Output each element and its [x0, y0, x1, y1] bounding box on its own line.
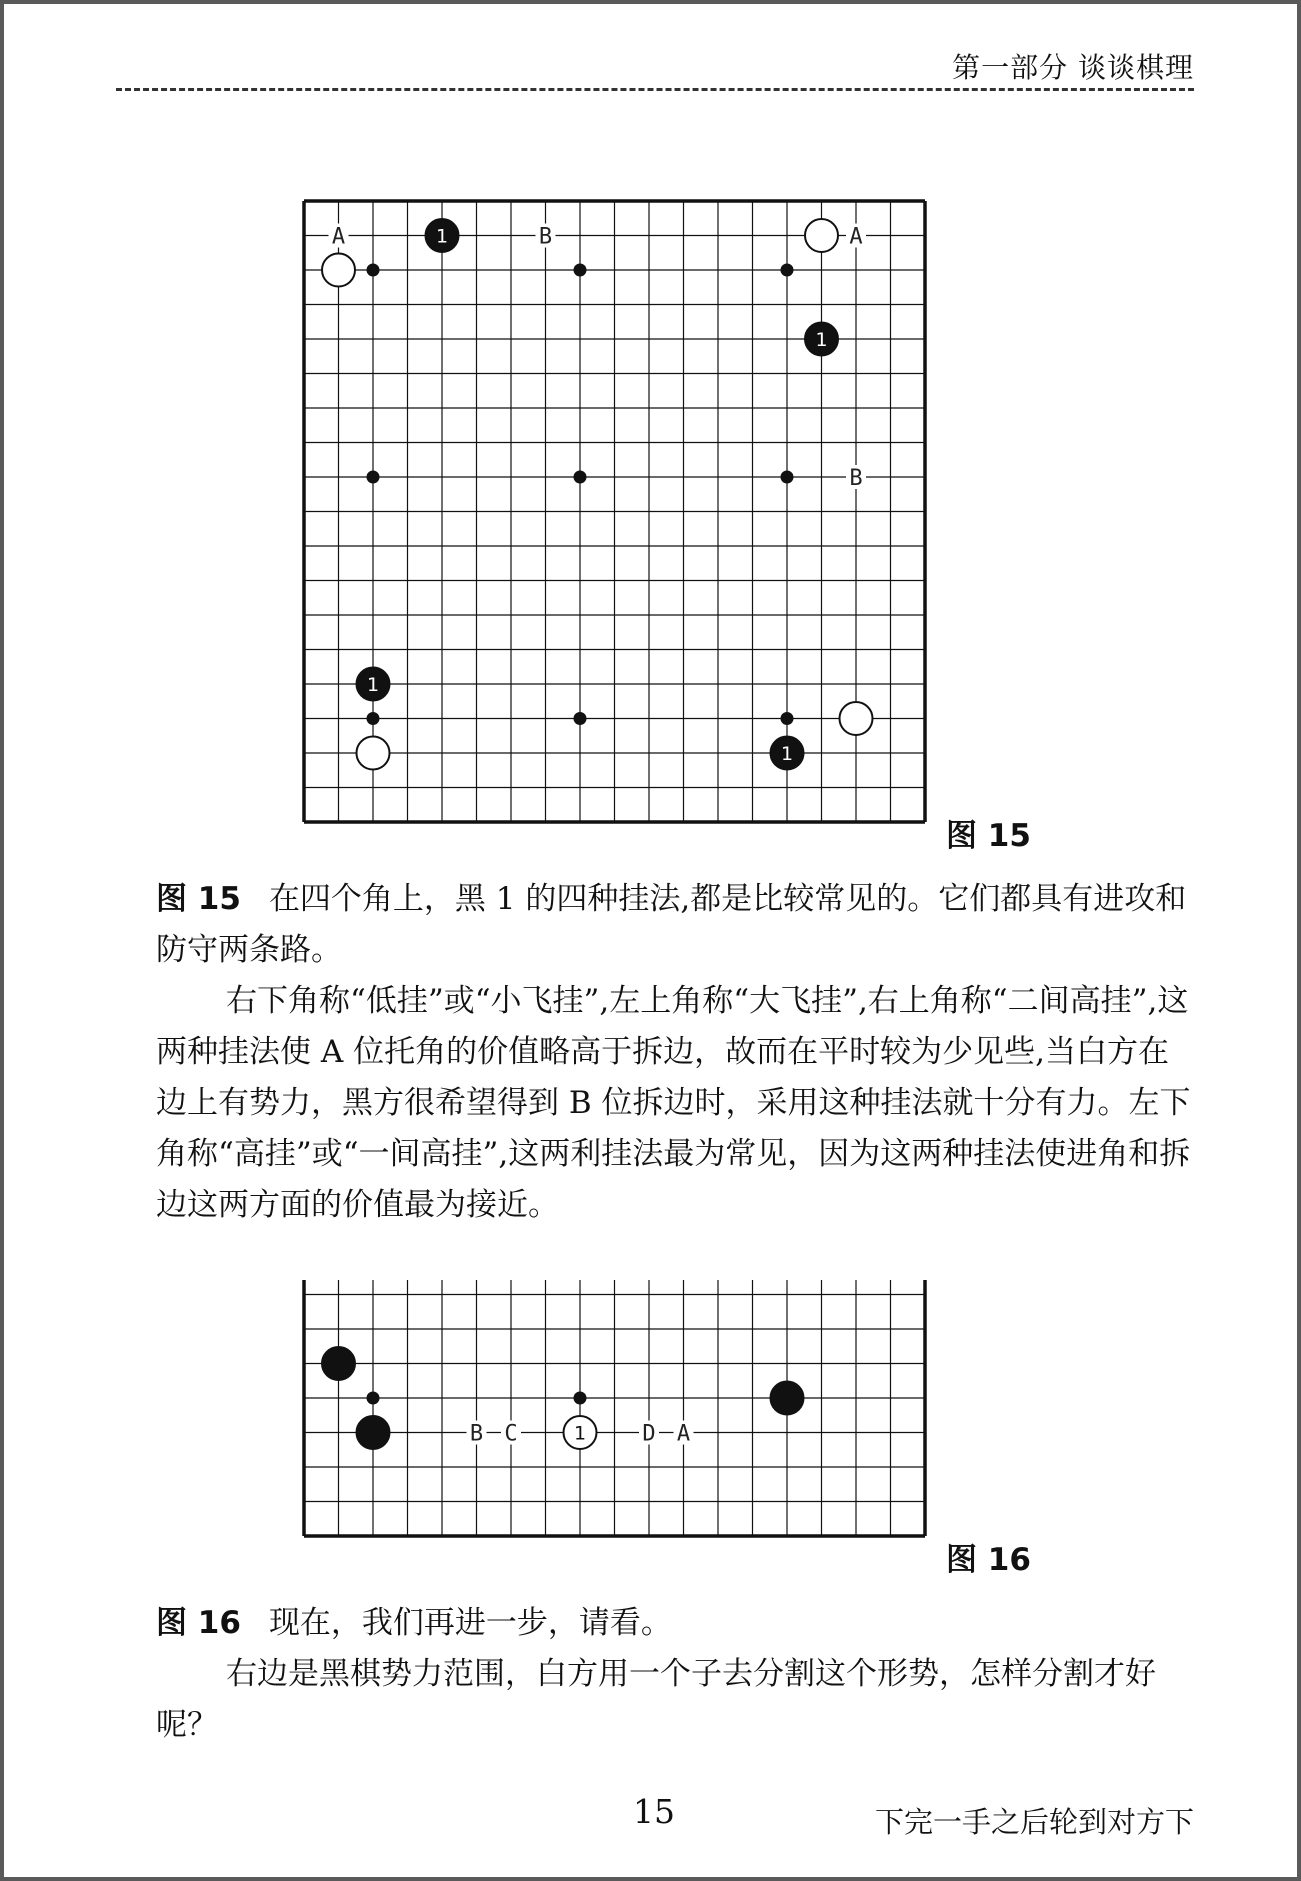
black-stone [322, 1347, 355, 1380]
header-divider [116, 88, 1194, 91]
white-stone [357, 737, 390, 770]
star-point [574, 1392, 587, 1405]
caption-15-label: 图 15 [156, 881, 241, 917]
board-letter-b: B [849, 466, 863, 491]
go-board-figure-15 [298, 195, 928, 825]
caption-16 [156, 1598, 1196, 1751]
black-stone [771, 1382, 804, 1415]
caption-15-text: 在四个角上，黑 1 的四种挂法,都是比较常见的。它们都具有进攻和防守两条路。 [156, 881, 1187, 968]
footer-note: 下完一手之后轮到对方下 [874, 1805, 1194, 1839]
black-stone [357, 1416, 390, 1449]
star-point [367, 264, 380, 277]
star-point [781, 712, 794, 725]
caption-16-paragraph: 右边是黑棋势力范围，白方用一个子去分割这个形势，怎样分割才好呢？ [156, 1656, 1156, 1743]
caption-15 [156, 874, 1196, 1231]
board-stones [322, 219, 873, 770]
board-grid [304, 201, 925, 822]
star-point [367, 712, 380, 725]
board-letter-c: C [504, 1421, 518, 1447]
go-board-figure-16 [298, 1280, 928, 1550]
stone-number: 1 [435, 225, 449, 248]
board-letter-a: A [676, 1421, 691, 1447]
stone-number: 1 [780, 743, 794, 765]
figure-15-label: 图 15 [946, 818, 1031, 854]
board-grid [304, 1280, 925, 1536]
star-point [574, 712, 587, 725]
running-header: 第一部分 谈谈棋理 [952, 51, 1194, 84]
board-letter-a: A [331, 224, 346, 250]
star-point [574, 264, 587, 277]
board-letters [329, 224, 867, 492]
star-point [367, 471, 380, 484]
white-stone [840, 702, 873, 735]
board-letter-d: D [642, 1421, 656, 1447]
stone-number: 1 [366, 674, 380, 696]
white-stone [805, 219, 838, 252]
star-point [781, 264, 794, 277]
star-point [367, 1392, 380, 1405]
board-letter-a: A [849, 224, 863, 250]
board-letter-b: B [469, 1421, 484, 1447]
caption-16-text: 现在，我们再进一步，请看。 [268, 1605, 672, 1641]
star-point [574, 471, 587, 484]
stone-number: 1 [573, 1422, 587, 1445]
figure-16-label: 图 16 [946, 1542, 1031, 1578]
stone-number: 1 [815, 329, 828, 351]
caption-15-paragraph: 右下角称“低挂”或“小飞挂”,左上角称“大飞挂”,右上角称“二间高挂”,这两种挂法使 A 位托角的价值略高于拆边，故而在平时较为少见些,当白方在边上有势力，黑方很希望得到 B 位拆边时，采用这种挂法就十分有力。左下角称“高挂”或“一间高挂”,这两利挂法最为常见，因为这两种挂法使进角和拆边这两方面的价值最为接近。 [156, 983, 1191, 1223]
white-stone [322, 254, 355, 287]
star-point [781, 471, 794, 484]
caption-16-label: 图 16 [156, 1605, 241, 1641]
page-number: 15 [633, 1792, 675, 1831]
book-page [4, 4, 1297, 1877]
board-letter-b: B [538, 224, 553, 250]
